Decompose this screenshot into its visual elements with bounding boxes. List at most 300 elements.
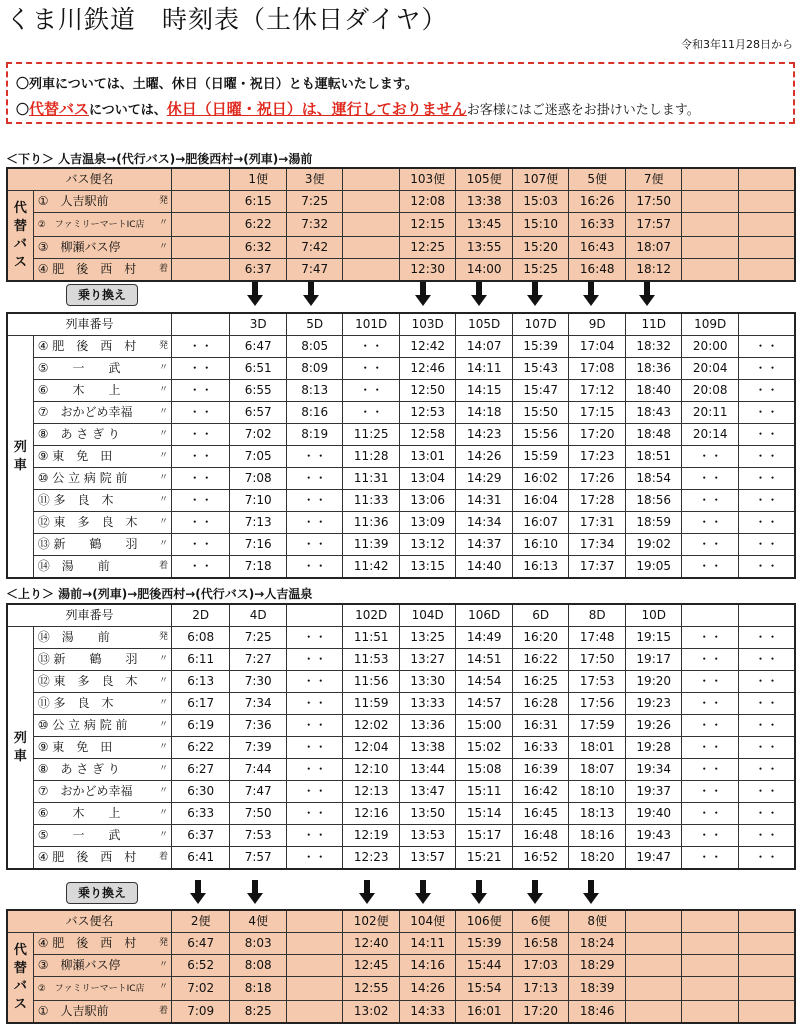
time-cell: 6:32 <box>230 237 287 259</box>
time-cell <box>171 191 230 213</box>
down-arrow-icon <box>358 878 376 906</box>
time-cell: 12:13 <box>343 781 400 803</box>
table-row <box>7 380 795 402</box>
arrival-departure-mark: 〃 <box>158 808 168 818</box>
time-cell: ・・ <box>738 737 795 759</box>
time-cell <box>286 1001 343 1024</box>
time-cell: 15:17 <box>456 825 513 847</box>
time-cell: 15:02 <box>456 737 513 759</box>
time-cell: 18:29 <box>569 955 626 977</box>
station-cell <box>33 556 171 579</box>
service-number: 105D <box>456 313 513 336</box>
table-row <box>7 671 795 693</box>
time-cell: 6:30 <box>171 781 230 803</box>
arrival-departure-mark: 着 <box>158 561 168 571</box>
time-cell: 6:33 <box>171 803 230 825</box>
time-cell: 15:50 <box>512 402 569 424</box>
time-cell: ・・ <box>682 737 739 759</box>
time-cell: 11:56 <box>343 671 400 693</box>
time-cell: ・・ <box>682 781 739 803</box>
time-cell: ・・ <box>171 512 230 534</box>
time-cell: ・・ <box>738 490 795 512</box>
time-cell: 8:13 <box>286 380 343 402</box>
table-row <box>7 825 795 847</box>
time-cell <box>682 933 739 955</box>
station-name: ③ 柳瀬バス停 <box>37 240 121 254</box>
time-cell: ・・ <box>738 759 795 781</box>
service-number: 109D <box>682 313 739 336</box>
time-cell: 7:08 <box>230 468 287 490</box>
time-cell: 7:10 <box>230 490 287 512</box>
service-number: 102D <box>343 604 400 627</box>
time-cell: 16:42 <box>512 781 569 803</box>
station-cell <box>33 1001 171 1024</box>
time-cell <box>171 259 230 282</box>
time-cell: 14:23 <box>456 424 513 446</box>
station-cell <box>33 627 171 649</box>
time-cell: 18:51 <box>625 446 682 468</box>
station-name: ⑨ 東 免 田 <box>37 449 113 463</box>
time-cell: 11:42 <box>343 556 400 579</box>
time-cell: 17:28 <box>569 490 626 512</box>
station-cell <box>33 933 171 955</box>
time-cell: 16:26 <box>569 191 626 213</box>
side-label-text: 列車 <box>13 439 27 473</box>
time-cell <box>738 213 795 237</box>
table-row <box>7 468 795 490</box>
time-cell: ・・ <box>738 671 795 693</box>
arrival-departure-mark: 着 <box>158 1006 168 1016</box>
service-number <box>286 604 343 627</box>
time-cell: 7:50 <box>230 803 287 825</box>
time-cell: 15:25 <box>512 259 569 282</box>
notice-holiday-highlight: 休日（日曜・祝日）は、運行しておりません <box>166 100 467 118</box>
time-cell: ・・ <box>286 627 343 649</box>
table-row <box>7 1001 795 1024</box>
side-label-text: 列車 <box>13 730 27 764</box>
station-cell <box>33 825 171 847</box>
time-cell: 7:57 <box>230 847 287 870</box>
up-heading: ＜上り＞ 湯前→(列車)→肥後西村→(代行バス)→人吉温泉 <box>6 587 313 601</box>
time-cell: 14:49 <box>456 627 513 649</box>
service-number: 11D <box>625 313 682 336</box>
time-cell: 20:00 <box>682 336 739 358</box>
station-name: ⑨ 東 免 田 <box>37 740 113 754</box>
time-cell: 17:57 <box>625 213 682 237</box>
time-cell: 14:29 <box>456 468 513 490</box>
station-cell <box>33 468 171 490</box>
time-cell: ・・ <box>738 424 795 446</box>
down-arrow-icon <box>582 878 600 906</box>
time-cell <box>738 977 795 1001</box>
service-number <box>625 910 682 933</box>
time-cell: 17:03 <box>512 955 569 977</box>
time-cell <box>682 259 739 282</box>
time-cell: 7:25 <box>286 191 343 213</box>
time-cell: ・・ <box>286 715 343 737</box>
table-row <box>7 847 795 870</box>
station-cell <box>33 759 171 781</box>
time-cell: ・・ <box>738 358 795 380</box>
station-cell <box>33 737 171 759</box>
time-cell: 16:07 <box>512 512 569 534</box>
arrival-departure-mark: 〃 <box>158 429 168 439</box>
time-cell: ・・ <box>286 490 343 512</box>
station-cell <box>33 446 171 468</box>
time-cell: ・・ <box>286 649 343 671</box>
time-cell: 20:11 <box>682 402 739 424</box>
service-number: 101D <box>343 313 400 336</box>
time-cell: 7:02 <box>230 424 287 446</box>
time-cell: 18:07 <box>625 237 682 259</box>
station-name: ④ 肥 後 西 村 <box>37 339 137 353</box>
time-cell: 7:18 <box>230 556 287 579</box>
service-number: 107D <box>512 313 569 336</box>
time-cell <box>738 955 795 977</box>
header-row <box>7 313 795 336</box>
down-arrow-icon <box>302 280 320 308</box>
time-cell: 17:59 <box>569 715 626 737</box>
time-cell: 13:12 <box>399 534 456 556</box>
time-cell: 12:23 <box>343 847 400 870</box>
time-cell <box>343 191 400 213</box>
table-row <box>7 336 795 358</box>
station-name: ⑫ 東 多 良 木 <box>37 515 138 529</box>
station-name: ⑭ 湯 前 <box>37 630 110 644</box>
time-cell: ・・ <box>286 759 343 781</box>
time-cell: ・・ <box>738 556 795 579</box>
time-cell: 12:08 <box>399 191 456 213</box>
down-arrow-icon <box>526 280 544 308</box>
time-cell: 15:03 <box>512 191 569 213</box>
time-cell: ・・ <box>171 424 230 446</box>
time-cell: 16:43 <box>569 237 626 259</box>
time-cell: 14:26 <box>456 446 513 468</box>
time-cell: ・・ <box>286 512 343 534</box>
time-cell: 16:28 <box>512 693 569 715</box>
service-number: 102便 <box>343 910 400 933</box>
side-label-text: 代替バス <box>13 942 27 1012</box>
station-name: ⑩ 公 立 病 院 前 <box>37 718 128 732</box>
time-cell <box>682 1001 739 1024</box>
time-cell <box>343 237 400 259</box>
service-number: 6D <box>512 604 569 627</box>
time-cell: ・・ <box>286 825 343 847</box>
time-cell: 17:34 <box>569 534 626 556</box>
time-cell: 13:01 <box>399 446 456 468</box>
time-cell: 15:43 <box>512 358 569 380</box>
time-cell: 6:27 <box>171 759 230 781</box>
time-cell: ・・ <box>286 534 343 556</box>
time-cell <box>343 213 400 237</box>
station-cell <box>33 847 171 870</box>
time-cell: ・・ <box>738 847 795 870</box>
station-name: ④ 肥 後 西 村 <box>37 936 137 950</box>
time-cell: 17:31 <box>569 512 626 534</box>
time-cell: 15:11 <box>456 781 513 803</box>
table-row <box>7 737 795 759</box>
time-cell: 13:25 <box>399 627 456 649</box>
table-row <box>7 358 795 380</box>
service-number: 9D <box>569 313 626 336</box>
time-cell: 17:04 <box>569 336 626 358</box>
service-number <box>682 910 739 933</box>
time-cell: 16:02 <box>512 468 569 490</box>
arrival-departure-mark: 〃 <box>158 218 168 228</box>
time-cell: ・・ <box>286 781 343 803</box>
down-arrow-icon <box>189 878 207 906</box>
arrival-departure-mark: 発 <box>158 196 168 206</box>
table-row <box>7 191 795 213</box>
time-cell: 17:50 <box>625 191 682 213</box>
time-cell: 17:26 <box>569 468 626 490</box>
time-cell: 12:46 <box>399 358 456 380</box>
time-cell: 17:37 <box>569 556 626 579</box>
time-cell: 12:45 <box>343 955 400 977</box>
time-cell: ・・ <box>171 556 230 579</box>
arrival-departure-mark: 発 <box>158 341 168 351</box>
table-row <box>7 781 795 803</box>
notice-apology: お客様にはご迷惑をお掛けいたします。 <box>466 103 700 118</box>
time-cell: 14:26 <box>399 977 456 1001</box>
time-cell: ・・ <box>738 468 795 490</box>
service-number <box>738 313 795 336</box>
time-cell: ・・ <box>682 715 739 737</box>
arrival-departure-mark: 〃 <box>158 539 168 549</box>
time-cell: ・・ <box>171 468 230 490</box>
station-cell <box>33 649 171 671</box>
time-cell: 13:15 <box>399 556 456 579</box>
arrival-departure-mark: 〃 <box>158 654 168 664</box>
time-cell: 14:37 <box>456 534 513 556</box>
down-arrow-icon <box>246 878 264 906</box>
time-cell: 6:08 <box>171 627 230 649</box>
time-cell: 19:05 <box>625 556 682 579</box>
time-cell <box>286 977 343 1001</box>
time-cell: ・・ <box>286 446 343 468</box>
time-cell: 6:17 <box>171 693 230 715</box>
time-cell: 7:36 <box>230 715 287 737</box>
time-cell <box>625 933 682 955</box>
time-cell: 17:08 <box>569 358 626 380</box>
time-cell: 11:33 <box>343 490 400 512</box>
time-cell: 14:51 <box>456 649 513 671</box>
time-cell: 13:27 <box>399 649 456 671</box>
service-number: 106便 <box>456 910 513 933</box>
time-cell: 8:09 <box>286 358 343 380</box>
page-title: くま川鉄道 時刻表（土休日ダイヤ） <box>6 5 448 34</box>
table-row <box>7 490 795 512</box>
time-cell: 13:33 <box>399 693 456 715</box>
down-heading: ＜下り＞ 人吉温泉→(代行バス)→肥後西村→(列車)→湯前 <box>6 152 313 166</box>
notice-line-2-mid: については、 <box>89 103 167 118</box>
effective-date: 令和3年11月28日から <box>681 38 793 51</box>
section-side-label <box>7 336 33 579</box>
arrival-departure-mark: 発 <box>158 938 168 948</box>
station-cell <box>33 336 171 358</box>
time-cell: 16:20 <box>512 627 569 649</box>
time-cell: 19:28 <box>625 737 682 759</box>
arrival-departure-mark: 着 <box>158 264 168 274</box>
station-cell <box>33 803 171 825</box>
time-cell: 7:09 <box>171 1001 230 1024</box>
station-name: ② ファミリーマートIC店 <box>37 220 145 230</box>
time-cell: 15:39 <box>512 336 569 358</box>
arrival-departure-mark: 〃 <box>158 517 168 527</box>
station-name: ⑤ 一 武 <box>37 828 121 842</box>
station-cell <box>33 715 171 737</box>
notice-line-2-pre: 〇 <box>16 103 30 118</box>
time-cell: 13:45 <box>456 213 513 237</box>
time-cell: 16:25 <box>512 671 569 693</box>
up-bus-table <box>6 909 796 1024</box>
time-cell: ・・ <box>738 781 795 803</box>
time-cell: 15:20 <box>512 237 569 259</box>
service-number <box>171 168 230 191</box>
time-cell: 7:16 <box>230 534 287 556</box>
down-arrow-icon <box>470 878 488 906</box>
table-row <box>7 627 795 649</box>
arrival-departure-mark: 〃 <box>158 764 168 774</box>
time-cell <box>738 933 795 955</box>
time-cell: 16:13 <box>512 556 569 579</box>
arrival-departure-mark: 〃 <box>158 698 168 708</box>
time-cell: 6:13 <box>171 671 230 693</box>
time-cell: ・・ <box>738 380 795 402</box>
time-cell: 17:53 <box>569 671 626 693</box>
station-cell <box>33 671 171 693</box>
time-cell <box>625 1001 682 1024</box>
time-cell: 7:39 <box>230 737 287 759</box>
arrival-departure-mark: 〃 <box>158 495 168 505</box>
time-cell: 7:05 <box>230 446 287 468</box>
time-cell: ・・ <box>286 803 343 825</box>
time-cell: 12:15 <box>399 213 456 237</box>
time-cell: 8:25 <box>230 1001 287 1024</box>
service-number: 106D <box>456 604 513 627</box>
time-cell: 17:20 <box>569 424 626 446</box>
arrival-departure-mark: 〃 <box>158 676 168 686</box>
table-row <box>7 715 795 737</box>
time-cell: 12:16 <box>343 803 400 825</box>
time-cell: 7:25 <box>230 627 287 649</box>
time-cell: 16:10 <box>512 534 569 556</box>
down-train-table <box>6 312 796 579</box>
time-cell: 12:02 <box>343 715 400 737</box>
station-cell <box>33 424 171 446</box>
time-cell: 13:38 <box>456 191 513 213</box>
station-name: ⑧ あ さ ぎ り <box>37 427 120 441</box>
time-cell: 18:20 <box>569 847 626 870</box>
time-cell: 13:57 <box>399 847 456 870</box>
time-cell: 20:08 <box>682 380 739 402</box>
time-cell: 11:53 <box>343 649 400 671</box>
table-row <box>7 649 795 671</box>
service-number <box>682 168 739 191</box>
time-cell: 16:52 <box>512 847 569 870</box>
time-cell: 19:15 <box>625 627 682 649</box>
time-cell: 14:11 <box>456 358 513 380</box>
station-name: ② ファミリーマートIC店 <box>37 984 145 994</box>
time-cell: 19:34 <box>625 759 682 781</box>
time-cell: 7:32 <box>286 213 343 237</box>
time-cell: 6:11 <box>171 649 230 671</box>
station-name: ⑬ 新 鶴 羽 <box>37 537 138 551</box>
time-cell: 15:54 <box>456 977 513 1001</box>
time-cell: ・・ <box>171 380 230 402</box>
time-cell: 7:34 <box>230 693 287 715</box>
time-cell: 20:04 <box>682 358 739 380</box>
service-number: 2便 <box>171 910 230 933</box>
time-cell: 15:44 <box>456 955 513 977</box>
time-cell: 14:34 <box>456 512 513 534</box>
time-cell: 12:10 <box>343 759 400 781</box>
header-row <box>7 604 795 627</box>
time-cell: ・・ <box>286 847 343 870</box>
time-cell: 16:48 <box>569 259 626 282</box>
time-cell: 18:13 <box>569 803 626 825</box>
time-cell: ・・ <box>286 556 343 579</box>
service-number: 103D <box>399 313 456 336</box>
station-cell <box>33 512 171 534</box>
time-cell: 6:52 <box>171 955 230 977</box>
down-arrow-icon <box>414 878 432 906</box>
station-name: ⑩ 公 立 病 院 前 <box>37 471 128 485</box>
time-cell: 18:36 <box>625 358 682 380</box>
time-cell: 17:56 <box>569 693 626 715</box>
table-row <box>7 213 795 237</box>
time-cell: 13:38 <box>399 737 456 759</box>
time-cell: 18:40 <box>625 380 682 402</box>
arrival-departure-mark: 〃 <box>158 742 168 752</box>
time-cell: 11:39 <box>343 534 400 556</box>
service-number: 104D <box>399 604 456 627</box>
time-cell: 7:27 <box>230 649 287 671</box>
service-number: 104便 <box>399 910 456 933</box>
time-cell: ・・ <box>682 556 739 579</box>
time-cell: ・・ <box>171 358 230 380</box>
notice-bus-highlight: 代替バス <box>29 100 90 118</box>
time-cell: ・・ <box>738 627 795 649</box>
time-cell: 15:21 <box>456 847 513 870</box>
time-cell: ・・ <box>286 737 343 759</box>
time-cell: 12:53 <box>399 402 456 424</box>
time-cell: 6:22 <box>230 213 287 237</box>
service-number: 2D <box>171 604 230 627</box>
arrival-departure-mark: 〃 <box>158 407 168 417</box>
time-cell: ・・ <box>343 336 400 358</box>
time-cell: 14:00 <box>456 259 513 282</box>
table-row <box>7 446 795 468</box>
arrival-departure-mark: 〃 <box>158 982 168 992</box>
time-cell: 15:59 <box>512 446 569 468</box>
station-name: ④ 肥 後 西 村 <box>37 850 137 864</box>
time-cell: ・・ <box>738 402 795 424</box>
header-row <box>7 168 795 191</box>
time-cell: 13:30 <box>399 671 456 693</box>
time-cell <box>738 1001 795 1024</box>
table-row <box>7 556 795 579</box>
service-number <box>343 168 400 191</box>
time-cell: 14:18 <box>456 402 513 424</box>
table-row <box>7 237 795 259</box>
time-cell: 7:13 <box>230 512 287 534</box>
time-cell: 11:31 <box>343 468 400 490</box>
time-cell: 19:37 <box>625 781 682 803</box>
time-cell: 17:20 <box>512 1001 569 1024</box>
time-cell: 18:46 <box>569 1001 626 1024</box>
time-cell: 14:54 <box>456 671 513 693</box>
